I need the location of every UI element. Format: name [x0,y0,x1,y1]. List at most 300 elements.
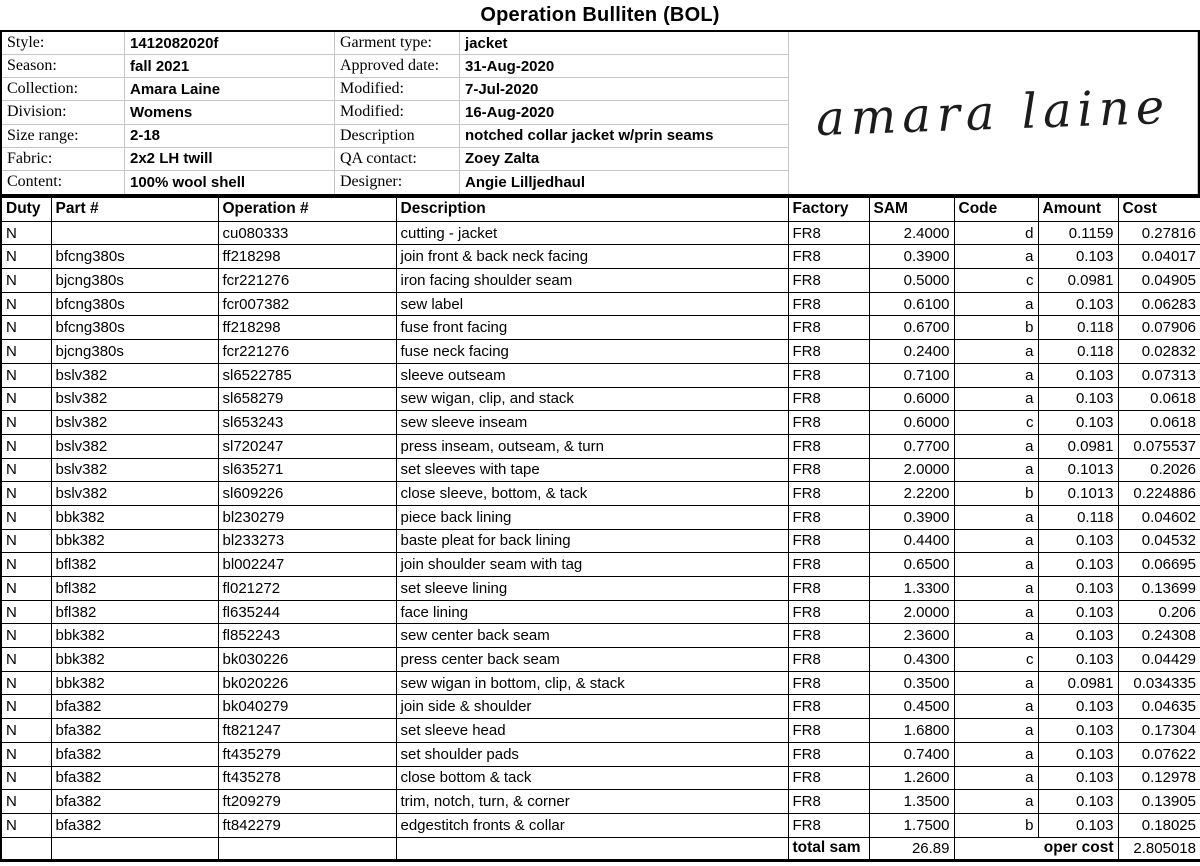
cell-amount: 0.103 [1038,411,1118,435]
cell-factory: FR8 [788,766,869,790]
cell-code: a [954,600,1038,624]
brand-logo-cell [789,32,1198,194]
cell-amount: 0.103 [1038,245,1118,269]
cell-description: close sleeve, bottom, & tack [396,482,788,506]
cell-part: bfa382 [51,813,218,837]
cell-sam: 0.4400 [869,529,954,553]
cell-cost: 0.18025 [1118,813,1200,837]
operation-row [1,363,1200,387]
operation-row [1,529,1200,553]
cell-description: sew wigan, clip, and stack [396,387,788,411]
cell-part [51,837,218,861]
cell-operation: ft842279 [218,813,396,837]
info-value: 1412082020f [125,32,335,55]
cell-code: a [954,387,1038,411]
cell-description: set sleeves with tape [396,458,788,482]
cell-sam: 1.2600 [869,766,954,790]
cell-operation: ft435278 [218,766,396,790]
cell-cost: 0.07906 [1118,316,1200,340]
cell-operation: bk020226 [218,671,396,695]
info-value: 7-Jul-2020 [460,78,789,101]
cell-part: bbk382 [51,505,218,529]
cell-cost: 0.07313 [1118,363,1200,387]
cell-description: iron facing shoulder seam [396,269,788,293]
info-value: 100% wool shell [125,171,335,194]
cell-amount: 0.0981 [1038,269,1118,293]
cell-cost: 0.17304 [1118,719,1200,743]
cell-duty: N [1,387,51,411]
cell-code: a [954,719,1038,743]
operation-row [1,292,1200,316]
cell-factory: FR8 [788,624,869,648]
info-label: Garment type: [335,32,460,55]
operation-row [1,742,1200,766]
cell-duty: N [1,813,51,837]
cell-factory: FR8 [788,505,869,529]
cell-duty: N [1,221,51,245]
cell-code: a [954,340,1038,364]
operations-tbody [1,221,1200,837]
cell-part: bbk382 [51,648,218,672]
cell-description: join side & shoulder [396,695,788,719]
info-label: Style: [2,32,125,55]
cell-operation: sl720247 [218,434,396,458]
column-header-sam: SAM [869,198,954,222]
cell-part: bslv382 [51,458,218,482]
cell-amount: 0.103 [1038,292,1118,316]
cell-operation: sl658279 [218,387,396,411]
page-title: Operation Bulliten (BOL) [480,3,720,26]
cell-factory: FR8 [788,292,869,316]
totals-row [1,837,1200,861]
info-value: Zoey Zalta [460,148,789,171]
cell-operation: bk040279 [218,695,396,719]
cell-duty: N [1,482,51,506]
cell-cost: 0.27816 [1118,221,1200,245]
cell-description: face lining [396,600,788,624]
info-label: Fabric: [2,148,125,171]
cell-sam: 0.6500 [869,553,954,577]
cell-description: set sleeve head [396,719,788,743]
cell-duty: N [1,719,51,743]
cell-amount: 0.118 [1038,505,1118,529]
cell-description: set sleeve lining [396,577,788,601]
cell-duty: N [1,434,51,458]
cell-factory: FR8 [788,221,869,245]
info-label: Approved date: [335,55,460,78]
column-header-cost: Cost [1118,198,1200,222]
cell-description: press center back seam [396,648,788,672]
column-header-part: Part # [51,198,218,222]
cell-code: a [954,458,1038,482]
cell-amount: 0.103 [1038,363,1118,387]
cell-part: bbk382 [51,624,218,648]
cell-factory: FR8 [788,245,869,269]
operations-footer [1,837,1200,861]
cell-cost: 0.12978 [1118,766,1200,790]
cell-duty: N [1,505,51,529]
cell-factory: FR8 [788,600,869,624]
cell-code: a [954,529,1038,553]
operation-row [1,813,1200,837]
operation-row [1,411,1200,435]
cell-cost: 0.0618 [1118,387,1200,411]
operation-row [1,648,1200,672]
cell-factory: FR8 [788,742,869,766]
operation-row [1,790,1200,814]
cell-duty: N [1,766,51,790]
cell-duty: N [1,363,51,387]
operation-row [1,671,1200,695]
info-value: 2x2 LH twill [125,148,335,171]
cell-sam: 0.2400 [869,340,954,364]
cell-duty: N [1,245,51,269]
operation-row [1,434,1200,458]
cell-part: bfa382 [51,790,218,814]
cell-part: bslv382 [51,387,218,411]
cell-amount: 0.103 [1038,577,1118,601]
cell-factory: FR8 [788,411,869,435]
operation-row [1,245,1200,269]
cell-amount: 0.103 [1038,790,1118,814]
cell-part: bfl382 [51,600,218,624]
cell-sam: 1.3500 [869,790,954,814]
cell-factory: FR8 [788,458,869,482]
cell-factory: FR8 [788,434,869,458]
cell-code: a [954,671,1038,695]
cell-description: join shoulder seam with tag [396,553,788,577]
cell-part: bfcng380s [51,316,218,340]
cell-cost: 0.075537 [1118,434,1200,458]
cell-code: b [954,482,1038,506]
column-header-operation: Operation # [218,198,396,222]
cell-cost: 0.206 [1118,600,1200,624]
info-value: 31-Aug-2020 [460,55,789,78]
cell-duty: N [1,411,51,435]
cell-sam: 2.0000 [869,600,954,624]
cell-part: bfl382 [51,553,218,577]
column-header-description: Description [396,198,788,222]
cell-amount: 0.103 [1038,695,1118,719]
cell-duty: N [1,269,51,293]
cell-code: a [954,624,1038,648]
cell-part: bfa382 [51,742,218,766]
cell-operation: fcr221276 [218,340,396,364]
operation-row [1,458,1200,482]
info-label: QA contact: [335,148,460,171]
cell-operation: sl609226 [218,482,396,506]
cell-code: a [954,505,1038,529]
cell-sam: 0.5000 [869,269,954,293]
operation-row [1,340,1200,364]
cell-sam: 0.3500 [869,671,954,695]
cell-cost: 0.04635 [1118,695,1200,719]
cell-part: bfa382 [51,719,218,743]
cell-duty: N [1,458,51,482]
cell-description: trim, notch, turn, & corner [396,790,788,814]
cell-amount: 0.103 [1038,648,1118,672]
cell-duty: N [1,695,51,719]
info-grid [0,30,1200,197]
cell-amount: 0.118 [1038,316,1118,340]
info-label: Collection: [2,78,125,101]
info-value: 2-18 [125,125,335,148]
operation-row [1,316,1200,340]
cell-code: d [954,221,1038,245]
cell-part: bfl382 [51,577,218,601]
cell-description: sleeve outseam [396,363,788,387]
cell-operation: bk030226 [218,648,396,672]
cell-code: a [954,766,1038,790]
cell-code: a [954,695,1038,719]
cell-part: bslv382 [51,411,218,435]
cell-operation: sl6522785 [218,363,396,387]
info-value: 16-Aug-2020 [460,101,789,124]
cell-sam: 2.2200 [869,482,954,506]
cell-part: bfcng380s [51,245,218,269]
cell-duty: N [1,292,51,316]
info-label: Modified: [335,101,460,124]
cell-amount: 0.103 [1038,387,1118,411]
cell-part: bslv382 [51,363,218,387]
cell-description: piece back lining [396,505,788,529]
cell-factory: FR8 [788,790,869,814]
cell-amount: 0.103 [1038,600,1118,624]
cell-code: c [954,411,1038,435]
cell-description: baste pleat for back lining [396,529,788,553]
cell-factory: FR8 [788,316,869,340]
cell-code: c [954,269,1038,293]
cell-sam: 0.7700 [869,434,954,458]
info-value: jacket [460,32,789,55]
cell-factory: FR8 [788,340,869,364]
cell-operation: fl852243 [218,624,396,648]
cell-duty: N [1,790,51,814]
oper-cost-value: 2.805018 [1118,837,1200,861]
operations-table [0,197,1200,862]
cell-cost: 0.13699 [1118,577,1200,601]
cell-duty: N [1,648,51,672]
operation-row [1,577,1200,601]
cell-cost: 0.07622 [1118,742,1200,766]
cell-duty: N [1,553,51,577]
cell-sam: 2.3600 [869,624,954,648]
cell-factory: FR8 [788,695,869,719]
cell-description [396,837,788,861]
cell-code: a [954,245,1038,269]
cell-cost: 0.034335 [1118,671,1200,695]
cell-duty: N [1,340,51,364]
cell-description: cutting - jacket [396,221,788,245]
cell-duty: N [1,671,51,695]
cell-sam: 0.6000 [869,411,954,435]
cell-description: press inseam, outseam, & turn [396,434,788,458]
operation-row [1,269,1200,293]
total-sam-value: 26.89 [869,837,954,861]
cell-cost: 0.2026 [1118,458,1200,482]
cell-description: sew sleeve inseam [396,411,788,435]
info-value: fall 2021 [125,55,335,78]
oper-cost-label: oper cost [954,837,1118,861]
cell-duty: N [1,577,51,601]
cell-factory: FR8 [788,387,869,411]
cell-operation: bl230279 [218,505,396,529]
cell-part: bfa382 [51,766,218,790]
cell-factory: FR8 [788,529,869,553]
cell-cost: 0.224886 [1118,482,1200,506]
cell-operation: fl635244 [218,600,396,624]
cell-amount: 0.1013 [1038,482,1118,506]
cell-operation: fl021272 [218,577,396,601]
cell-sam: 0.4500 [869,695,954,719]
cell-cost: 0.04602 [1118,505,1200,529]
cell-sam: 1.6800 [869,719,954,743]
cell-factory: FR8 [788,671,869,695]
operations-header-row [1,198,1200,222]
info-label: Description [335,125,460,148]
cell-description: join front & back neck facing [396,245,788,269]
cell-description: fuse neck facing [396,340,788,364]
operation-row [1,719,1200,743]
info-value: Amara Laine [125,78,335,101]
operation-row [1,221,1200,245]
cell-code: a [954,577,1038,601]
cell-factory: FR8 [788,648,869,672]
cell-factory: FR8 [788,482,869,506]
operations-header [1,198,1200,222]
cell-duty: N [1,742,51,766]
cell-sam: 0.7100 [869,363,954,387]
cell-operation: ff218298 [218,245,396,269]
operation-row [1,624,1200,648]
cell-amount: 0.0981 [1038,671,1118,695]
cell-amount: 0.118 [1038,340,1118,364]
cell-duty: N [1,529,51,553]
cell-factory: FR8 [788,269,869,293]
cell-part: bfcng380s [51,292,218,316]
cell-cost: 0.06283 [1118,292,1200,316]
cell-description: fuse front facing [396,316,788,340]
cell-cost: 0.04017 [1118,245,1200,269]
operation-row [1,482,1200,506]
cell-duty: N [1,600,51,624]
cell-cost: 0.02832 [1118,340,1200,364]
cell-duty: N [1,624,51,648]
operation-row [1,505,1200,529]
operation-row [1,766,1200,790]
cell-operation: ff218298 [218,316,396,340]
brand-logo: amara laine [815,78,1171,148]
cell-factory: FR8 [788,363,869,387]
info-label: Season: [2,55,125,78]
cell-part: bjcng380s [51,340,218,364]
cell-operation: ft209279 [218,790,396,814]
cell-operation: ft821247 [218,719,396,743]
cell-amount: 0.1013 [1038,458,1118,482]
cell-factory: FR8 [788,719,869,743]
cell-description: set shoulder pads [396,742,788,766]
info-label: Division: [2,101,125,124]
cell-part [51,221,218,245]
cell-amount: 0.103 [1038,742,1118,766]
cell-part: bbk382 [51,671,218,695]
cell-operation: ft435279 [218,742,396,766]
cell-part: bbk382 [51,529,218,553]
cell-code: a [954,292,1038,316]
column-header-duty: Duty [1,198,51,222]
info-label: Content: [2,171,125,194]
info-label: Designer: [335,171,460,194]
info-label: Size range: [2,125,125,148]
total-sam-label: total sam [788,837,869,861]
cell-sam: 0.6700 [869,316,954,340]
cell-sam: 0.3900 [869,245,954,269]
cell-factory: FR8 [788,813,869,837]
cell-sam: 2.4000 [869,221,954,245]
operation-row [1,553,1200,577]
cell-sam: 1.3300 [869,577,954,601]
cell-cost: 0.04429 [1118,648,1200,672]
cell-amount: 0.103 [1038,766,1118,790]
cell-description: edgestitch fronts & collar [396,813,788,837]
cell-duty: N [1,316,51,340]
cell-sam: 2.0000 [869,458,954,482]
cell-operation: bl002247 [218,553,396,577]
cell-operation: bl233273 [218,529,396,553]
column-header-factory: Factory [788,198,869,222]
cell-operation: cu080333 [218,221,396,245]
info-value: Womens [125,101,335,124]
cell-operation: sl635271 [218,458,396,482]
cell-operation: sl653243 [218,411,396,435]
cell-factory: FR8 [788,577,869,601]
cell-code: a [954,363,1038,387]
cell-cost: 0.13905 [1118,790,1200,814]
cell-cost: 0.0618 [1118,411,1200,435]
cell-code: c [954,648,1038,672]
cell-description: sew wigan in bottom, clip, & stack [396,671,788,695]
cell-operation: fcr007382 [218,292,396,316]
cell-code: b [954,316,1038,340]
cell-factory: FR8 [788,553,869,577]
cell-duty [1,837,51,861]
cell-cost: 0.06695 [1118,553,1200,577]
cell-operation: fcr221276 [218,269,396,293]
operation-row [1,695,1200,719]
column-header-code: Code [954,198,1038,222]
operation-row [1,600,1200,624]
cell-cost: 0.04532 [1118,529,1200,553]
cell-amount: 0.103 [1038,624,1118,648]
cell-code: a [954,742,1038,766]
cell-part: bslv382 [51,434,218,458]
cell-part: bjcng380s [51,269,218,293]
cell-code: a [954,434,1038,458]
cell-sam: 0.7400 [869,742,954,766]
cell-amount: 0.103 [1038,719,1118,743]
cell-amount: 0.1159 [1038,221,1118,245]
info-value: Angie Lilljedhaul [460,171,789,194]
cell-amount: 0.103 [1038,553,1118,577]
cell-cost: 0.24308 [1118,624,1200,648]
info-label: Modified: [335,78,460,101]
cell-sam: 0.6000 [869,387,954,411]
cell-part: bfa382 [51,695,218,719]
cell-sam: 1.7500 [869,813,954,837]
cell-amount: 0.0981 [1038,434,1118,458]
cell-amount: 0.103 [1038,529,1118,553]
cell-sam: 0.4300 [869,648,954,672]
